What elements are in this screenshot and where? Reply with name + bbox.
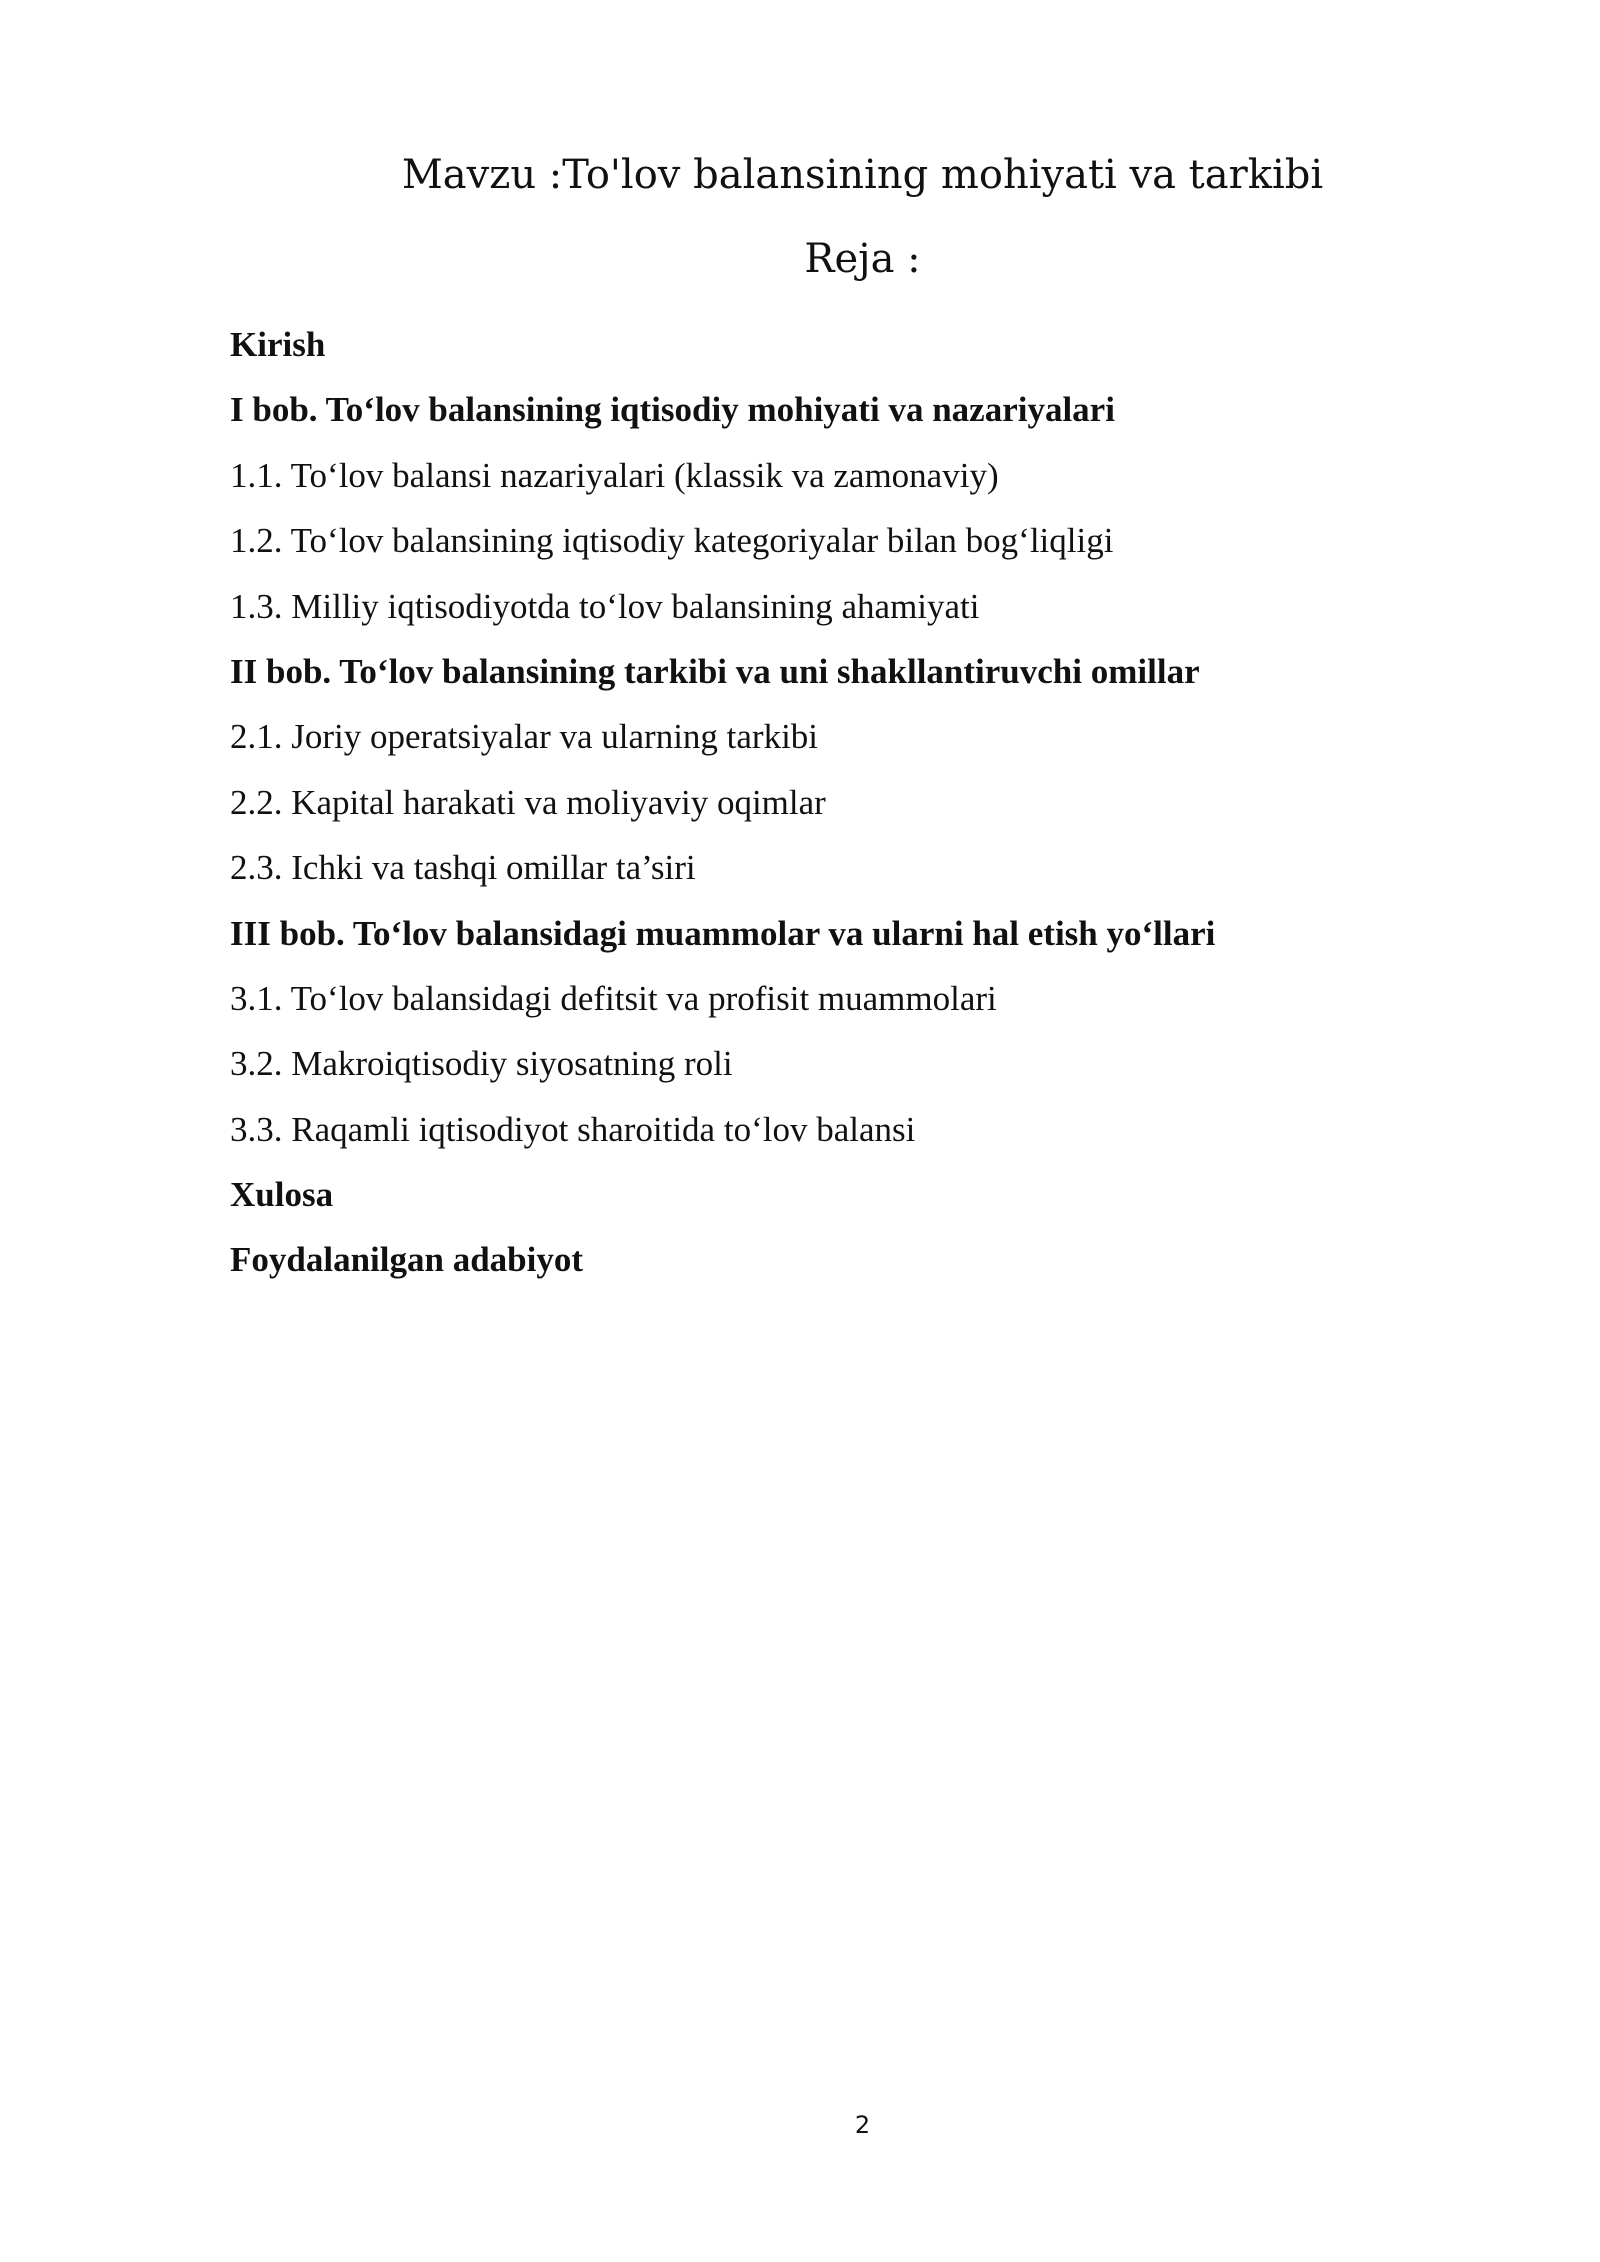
toc-subsection: 1.2. To‘lov balansining iqtisodiy kategoriyalar bilan bog‘liqligi [230, 521, 1114, 561]
toc-subsection: 3.1. To‘lov balansidagi defitsit va profisit muammolari [230, 978, 997, 1018]
toc-section-heading: Xulosa [230, 1175, 334, 1215]
toc-subsection: 1.3. Milliy iqtisodiyotda to‘lov balansining ahamiyati [230, 586, 980, 626]
toc-subsection: 2.3. Ichki va tashqi omillar ta’siri [230, 848, 696, 888]
toc-subsection: 1.1. To‘lov balansi nazariyalari (klassik va zamonaviy) [230, 455, 999, 495]
toc-subsection: 3.2. Makroiqtisodiy siyosatning roli [230, 1044, 733, 1084]
toc-section-heading: II bob. To‘lov balansining tarkibi va uni shakllantiruvchi omillar [230, 651, 1200, 691]
document-title: Mavzu :To'lov balansining mohiyati va tarkibi [401, 152, 1324, 198]
toc-section-heading: Kirish [230, 325, 326, 364]
toc-section-heading: III bob. To‘lov balansidagi muammolar va ularni hal etish yo‘llari [230, 913, 1216, 953]
plan-heading: Reja : [804, 236, 921, 282]
toc-subsection: 2.1. Joriy operatsiyalar va ularning tarkibi [230, 717, 819, 757]
toc-subsection: 2.2. Kapital harakati va moliyaviy oqimlar [230, 782, 826, 822]
toc-section-heading: Foydalanilgan adabiyot [230, 1240, 584, 1280]
table-of-contents [230, 320, 1430, 1301]
page-number: 2 [854, 2111, 871, 2139]
toc-section-heading: I bob. To‘lov balansining iqtisodiy mohiyati va nazariyalari [230, 390, 1115, 430]
toc-subsection: 3.3. Raqamli iqtisodiyot sharoitida to‘lov balansi [230, 1109, 916, 1149]
